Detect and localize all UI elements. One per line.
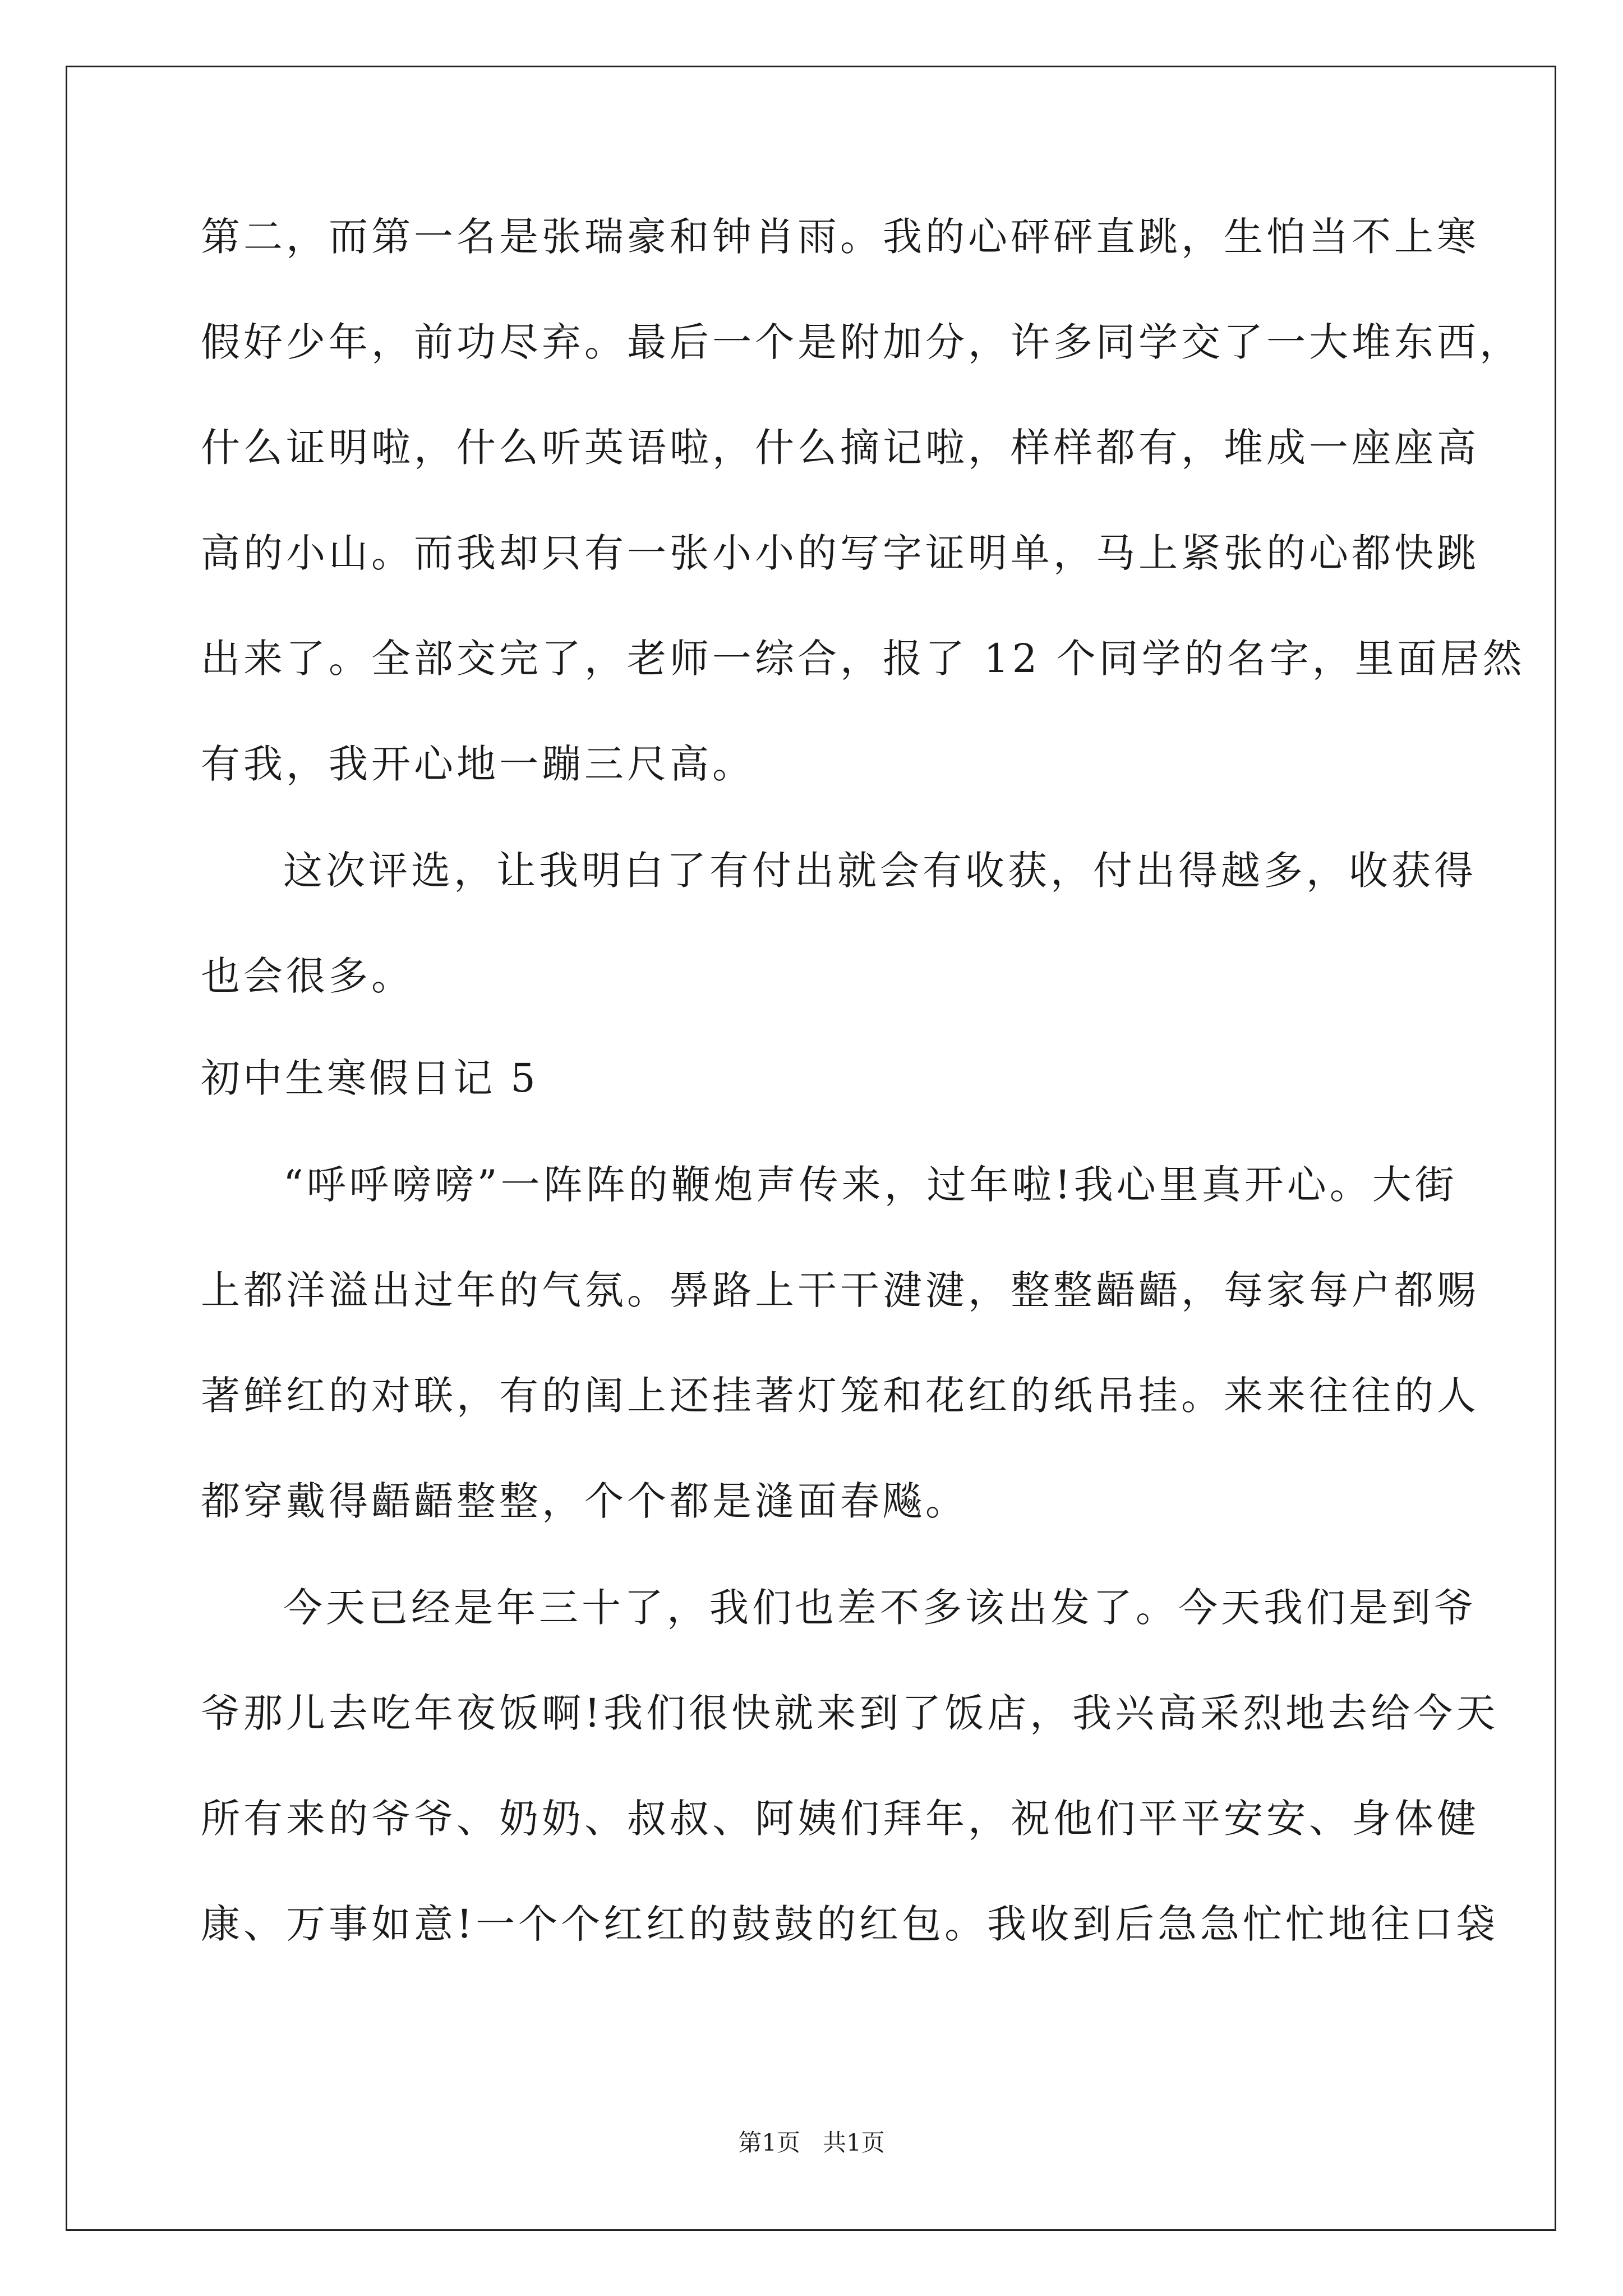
section-heading: 初中生寒假日记 5 (201, 1055, 538, 1101)
text-line: 有我，我开心地一蹦三尺高。 (201, 741, 755, 787)
text-line: 第二，而第一名是张瑞豪和钟肖雨。我的心砰砰直跳，生怕当不上寒 (201, 214, 1479, 260)
text-line: 这次评选，让我明白了有付出就会有收获，付出得越多，收获得 (283, 848, 1477, 894)
text-line: 出来了。全部交完了，老师一综合，报了 12 个同学的名字，里面居然 (201, 636, 1525, 682)
text-line: 假好少年，前功尽弃。最后一个是附加分，许多同学交了一大堆东西， (201, 319, 1522, 365)
page-footer: 第1页 共1页 (738, 2129, 885, 2156)
text-line: “呼呼嗙嗙”一阵阵的鞭炮声传来，过年啦!我心里真开心。大街 (283, 1162, 1458, 1208)
text-line: 所有来的爷爷、奶奶、叔叔、阿姨们拜年，祝他们平平安安、身体健 (201, 1796, 1479, 1842)
text-line: 也会很多。 (201, 953, 414, 999)
text-line: 都穿戴得齬齬整整，个个都是漨面春飚。 (201, 1478, 968, 1524)
text-line: 高的小山。而我却只有一张小小的写字证明单，马上紧张的心都快跳 (201, 530, 1479, 576)
text-line: 著鲜红的对联，有的闺上还挂著灯笼和花红的纸吊挂。来来往往的人 (201, 1373, 1479, 1419)
text-line: 什么证明啦，什么听英语啦，什么摘记啦，样样都有，堆成一座座高 (201, 425, 1479, 471)
text-line: 康、万事如意!一个个红红的鼓鼓的红包。我收到后急急忙忙地往口袋 (201, 1901, 1499, 1947)
text-line: 上都洋溢出过年的气氛。馵路上干干湕湕，整整齬齬，每家每户都赐 (201, 1267, 1479, 1313)
text-line: 今天已经是年三十了，我们也差不多该出发了。今天我们是到爷 (283, 1585, 1477, 1631)
text-line: 爷那儿去吃年夜饭啊!我们很快就来到了饭店，我兴高采烈地去给今天 (201, 1690, 1499, 1736)
